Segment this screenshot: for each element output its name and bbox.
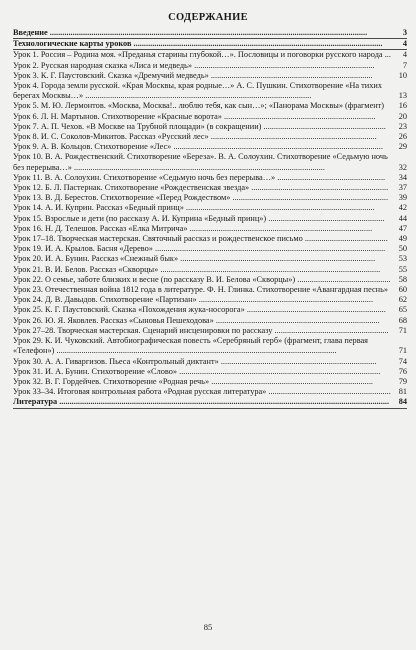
toc-lesson-row — [13, 377, 407, 387]
toc-page-number: 39 — [398, 193, 407, 203]
toc-leader-dots: ........................................................... — [268, 387, 391, 397]
toc-entry-title: Урок 6. Л. Н. Мартынов. Стихотворение «Красные ворота» ......................................................................... — [13, 111, 376, 121]
toc-leader-dots: ......................................................................................................................................................... — [49, 28, 368, 37]
toc-entry-title: Урок 16. Н. Д. Телешов. Рассказ «Елка Митрича» ........................................................................................ — [13, 223, 373, 233]
toc-section-row — [13, 397, 407, 408]
toc-entry-title: Урок 22. О семье, заботе близких и весне (по рассказу В. И. Белова «Скворцы») ............................................. — [13, 274, 391, 284]
toc-lesson-row — [13, 112, 407, 122]
toc-lesson-row — [13, 285, 407, 295]
toc-leader-dots: .............................................................................................. — [180, 254, 376, 264]
toc-lesson-row — [13, 295, 407, 305]
toc-page-number: 74 — [398, 356, 407, 366]
toc-page-number: 47 — [398, 223, 407, 233]
toc-page-number: 76 — [398, 366, 407, 376]
toc-entry-title: Урок 5. М. Ю. Лермонтов. «Москва, Москва!.. люблю тебя, как сын…»; «Панорама Москвы» (фрагмент) — [13, 101, 385, 111]
toc-page-number: 53 — [398, 254, 407, 264]
page-number: 85 — [203, 622, 213, 632]
toc-leader-dots: ... — [384, 50, 391, 60]
toc-page-number: 10 — [398, 70, 407, 80]
toc-entry-title: Урок 3. К. Г. Паустовский. Сказка «Дремучий медведь» .............................................................................. — [13, 70, 373, 80]
toc-page-number: 58 — [398, 274, 407, 284]
toc-entry-title: Урок 29. К. И. Чуковский. Автобиографическая повесть «Серебряный герб» (фрагмент, глава первая «Телефон») ....................................................................................................................................... — [13, 336, 369, 356]
toc-leader-dots: ................................................................... — [246, 305, 386, 315]
toc-entry-title: Урок 30. А. А. Гиваргизов. Пьеса «Контрольный диктант» ........................................................................... — [13, 356, 377, 366]
toc-leader-dots: ........................................................... — [263, 121, 386, 131]
toc-page-number: 7 — [402, 60, 407, 70]
toc-page-number: 26 — [398, 132, 407, 142]
toc-entry-title: Урок 31. И. А. Бунин. Стихотворение «Слово» ................................................................................................. — [13, 366, 381, 376]
toc-entry-title: Урок 13. В. Д. Берестов. Стихотворение «Перед Рождеством» ........................................................................... — [13, 193, 389, 203]
toc-page-number: 60 — [398, 285, 407, 295]
toc-entry-title: Урок 21. В. И. Белов. Рассказ «Скворцы» .......................................................................................................... — [13, 264, 381, 274]
toc-lesson-row — [13, 101, 407, 111]
page-title: СОДЕРЖАНИЕ — [168, 12, 248, 23]
toc-entry-title: Урок 11. В. А. Солоухин. Стихотворение «Седьмую ночь без перерыва…» .................................................... — [13, 172, 386, 182]
toc-leader-dots: .............................................................................. — [210, 70, 373, 80]
toc-leader-dots: ....................................................................................... — [194, 60, 375, 70]
toc-lesson-row — [13, 152, 407, 172]
toc-entry-title: Урок 10. В. А. Рождественский. Стихотворение «Береза». В. А. Солоухин. Стихотворение «Седьмую ночь без перерыва…» ......................................................................................................................... — [13, 152, 388, 172]
toc-leader-dots: ............................................................................................................... — [155, 244, 386, 254]
toc-page-number: 81 — [398, 387, 407, 397]
toc-page-number: 79 — [398, 376, 407, 386]
toc-lesson-row — [13, 122, 407, 132]
toc-lesson-row — [13, 224, 407, 234]
toc-entry-title: Урок 32. В. Г. Гордейчев. Стихотворение «Родная речь» .............................................................................. — [13, 376, 373, 386]
toc-entry-title: Введение ......................................................................................................................................................... — [13, 28, 368, 37]
toc-entry-title: Урок 20. И. А. Бунин. Рассказ «Снежный бык» .............................................................................................. — [13, 254, 376, 264]
toc-page-number: 68 — [398, 315, 407, 325]
toc-page-number: 32 — [398, 162, 407, 172]
toc-lesson-row — [13, 254, 407, 264]
toc-page-number: 44 — [398, 213, 407, 223]
toc-lesson-row — [13, 336, 407, 356]
toc-lesson-row — [13, 367, 407, 377]
toc-leader-dots: ......................................................................... — [223, 111, 376, 121]
toc-page-number: 3 — [402, 28, 407, 37]
toc-entry-title: Урок 2. Русская народная сказка «Лиса и медведь» ....................................................................................... — [13, 60, 375, 70]
toc-page-number: 42 — [398, 203, 407, 213]
toc-leader-dots: ................................................................................................. — [179, 366, 381, 376]
toc-lesson-row — [13, 132, 407, 142]
toc-lesson-row — [13, 71, 407, 81]
toc-page-number: 23 — [398, 121, 407, 131]
toc-section-row — [13, 28, 407, 39]
toc-lesson-row — [13, 275, 407, 285]
toc-lesson-row — [13, 214, 407, 224]
toc-leader-dots: .............................................................................. — [211, 376, 373, 386]
toc-lesson-row — [13, 316, 407, 326]
toc-lesson-row — [13, 173, 407, 183]
toc-lesson-row — [13, 234, 407, 244]
toc-lesson-row — [13, 265, 407, 275]
toc-entry-title: Урок 7. А. П. Чехов. «В Москве на Трубной площади» (в сокращении) ........................................................... — [13, 121, 386, 131]
toc-entry-title: Урок 14. А. И. Куприн. Рассказ «Бедный принц» ........................................................................................... — [13, 203, 375, 213]
toc-page-number: 29 — [398, 142, 407, 152]
toc-entry-title: Урок 24. Д. В. Давыдов. Стихотворение «Партизан» .................................................................................... — [13, 295, 374, 305]
toc-leader-dots: ....................................................................................................................................... — [56, 346, 337, 356]
toc-lesson-row — [13, 203, 407, 213]
toc-page-number: 4 — [402, 50, 407, 60]
toc-leader-dots: .................................................................. — [251, 183, 389, 193]
toc-entry-title: Урок 4. Города земли русской. «Края Москвы, края родные…» А. С. Пушкин. Стихотворение «На тихих берегах Москвы…» ............................................................................................................. — [13, 81, 382, 101]
toc-leader-dots: ........................................................................................................................ — [133, 39, 383, 49]
toc-entry-title: Урок 27–28. Творческая мастерская. Сценарий инсценировки по рассказу ....................................................... — [13, 325, 389, 335]
toc-entry-title: Урок 26. Ю. Я. Яковлев. Рассказ «Сыновья Пешеходова» ............................................................................... — [13, 315, 380, 325]
toc-leader-dots: ..................................................................................................... — [173, 142, 383, 152]
toc-entry-title: Урок 23. Отечественная война 1812 года в литературе. Ф. Н. Глинка. Стихотворение «Авангардная песнь» — [13, 285, 389, 295]
toc-entry-title: Урок 15. Взрослые и дети (по рассказу А. И. Куприна «Бедный принц») ........................................................ — [13, 213, 385, 223]
toc-page-number: 13 — [398, 91, 407, 101]
toc-page-number: 50 — [398, 244, 407, 254]
toc-leader-dots: ............................................................................... — [215, 315, 380, 325]
toc-page-number: 4 — [402, 39, 407, 49]
toc-entry-title: Урок 33–34. Итоговая контрольная работа «Родная русская литература» ........................................................... — [13, 387, 391, 397]
toc-entry-title: Урок 25. К. Г. Паустовский. Сказка «Похождения жука-носорога» ................................................................... — [13, 305, 386, 315]
toc-entry-title: Урок 19. И. А. Крылов. Басня «Дерево» ............................................................................................................... — [13, 244, 386, 254]
toc-page-number: 55 — [398, 264, 407, 274]
toc-entry-title: Урок 12. Б. Л. Пастернак. Стихотворение «Рождественская звезда» .................................................................. — [13, 183, 389, 193]
toc-page-number: 71 — [398, 346, 407, 356]
toc-page-number: 20 — [398, 111, 407, 121]
toc-page-number: 65 — [398, 305, 407, 315]
toc-leader-dots: ................................................................................ — [210, 132, 377, 142]
toc-leader-dots: ............................................................................................................................................................... — [59, 397, 390, 407]
toc-page-number: 62 — [398, 295, 407, 305]
toc-leader-dots: .................................................... — [277, 172, 386, 182]
toc-lesson-row — [13, 142, 407, 152]
toc-leader-dots: ........................................ — [304, 234, 388, 244]
toc-lesson-row — [13, 50, 407, 60]
toc-page-number: 37 — [398, 183, 407, 193]
toc-leader-dots: ........................................................................................ — [189, 223, 373, 233]
toc-entry-title: Литература ............................................................................................................................................................... — [13, 397, 390, 407]
toc-leader-dots: ....................................................... — [274, 325, 389, 335]
toc-page-number: 49 — [398, 234, 407, 244]
toc-page-number: 16 — [398, 101, 407, 111]
toc-lesson-row — [13, 81, 407, 101]
toc-lesson-row — [13, 183, 407, 193]
toc-leader-dots: ........................................................ — [268, 213, 385, 223]
toc-leader-dots: ........................................................................................... — [185, 203, 375, 213]
toc-lesson-row — [13, 326, 407, 336]
toc-page-number: 84 — [398, 397, 407, 407]
toc-lesson-row — [13, 357, 407, 367]
toc-page-number: 34 — [398, 172, 407, 182]
toc-page-number: 71 — [398, 325, 407, 335]
toc-leader-dots: ........................................................................... — [232, 193, 389, 203]
toc-entry-title: Технологические карты уроков ........................................................................................................................ — [13, 39, 383, 49]
toc-section-row — [13, 39, 407, 50]
toc-leader-dots: ......................................................................................................................... — [73, 162, 325, 172]
toc-entry-title: Урок 1. Россия – Родина моя. «Преданья старины глубокой…». Пословицы и поговорки русского народа ... — [13, 50, 391, 60]
toc-leader-dots: ............................................. — [297, 274, 391, 284]
toc-lesson-row — [13, 61, 407, 71]
toc-leader-dots: ........................................................................... — [220, 356, 377, 366]
toc-entry-title: Урок 8. И. С. Соколов-Микитов. Рассказ «Русский лес» ................................................................................ — [13, 132, 377, 142]
toc-lesson-row — [13, 387, 407, 397]
table-of-contents — [13, 28, 407, 409]
toc-entry-title: Урок 9. А. В. Кольцов. Стихотворение «Лес» ..................................................................................................... — [13, 142, 383, 152]
toc-entry-title: Урок 17–18. Творческая мастерская. Святочный рассказ и рождественское письмо ........................................ — [13, 234, 388, 244]
toc-leader-dots: .................................................................................... — [198, 295, 374, 305]
toc-lesson-row — [13, 193, 407, 203]
toc-leader-dots: .......................................................................................................... — [160, 264, 381, 274]
toc-lesson-row — [13, 244, 407, 254]
toc-leader-dots: ............................................................................................................. — [85, 91, 312, 101]
toc-lesson-row — [13, 305, 407, 315]
